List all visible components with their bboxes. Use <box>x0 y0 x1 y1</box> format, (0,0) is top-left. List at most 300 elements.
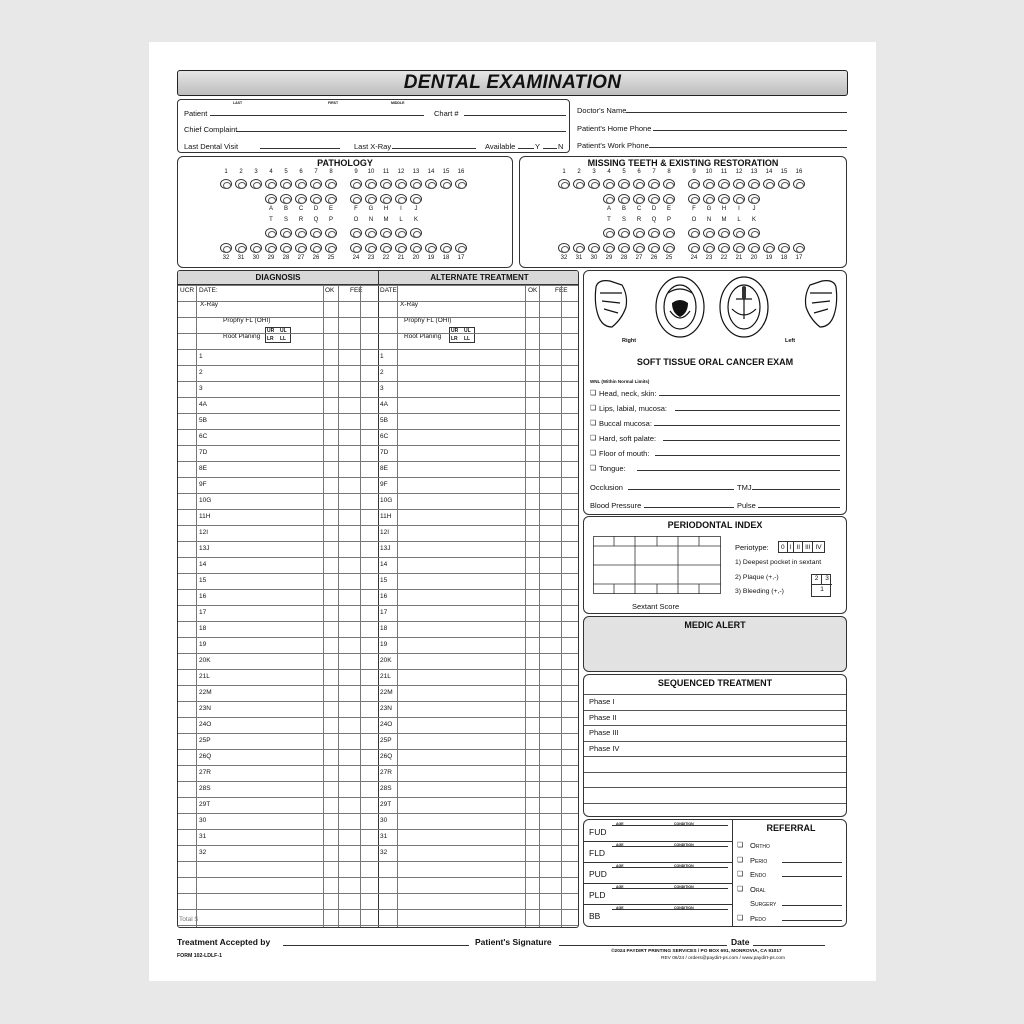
tooth-icon[interactable] <box>265 243 277 253</box>
table-row[interactable] <box>178 893 579 894</box>
table-row[interactable] <box>178 333 579 334</box>
diagnosis-tooth-label: 24O <box>199 721 212 728</box>
tooth-number: 18 <box>442 255 450 261</box>
ll-label: LL <box>280 336 287 342</box>
tooth-icon[interactable] <box>310 179 322 189</box>
tooth-number: 1 <box>224 169 228 175</box>
tooth-number: 4 <box>269 169 273 175</box>
alternate-date-header: DATE: <box>380 287 399 294</box>
tooth-icon[interactable] <box>558 243 570 253</box>
primary-tooth-icon[interactable] <box>310 228 322 238</box>
primary-tooth-icon[interactable] <box>633 194 645 204</box>
phase-row[interactable] <box>584 710 847 711</box>
available-n-field[interactable] <box>543 148 557 149</box>
alternate-tooth-label: 14 <box>380 561 388 568</box>
tooth-icon[interactable] <box>410 243 422 253</box>
tooth-number: 29 <box>605 255 613 261</box>
medic-alert-title: MEDIC ALERT <box>684 620 746 630</box>
tooth-icon[interactable] <box>325 243 337 253</box>
tooth-icon[interactable] <box>395 179 407 189</box>
referral-checkbox[interactable]: ❏ <box>737 885 744 893</box>
alternate-tooth-label: 9F <box>380 481 388 488</box>
table-row[interactable] <box>178 765 579 766</box>
tooth-icon[interactable] <box>455 243 467 253</box>
referral-checkbox[interactable]: ❏ <box>737 842 744 849</box>
primary-tooth-icon[interactable] <box>295 194 307 204</box>
tooth-icon[interactable] <box>295 179 307 189</box>
tooth-number: 5 <box>622 169 626 175</box>
tooth-number: 25 <box>327 255 335 261</box>
table-row[interactable] <box>178 909 579 910</box>
tooth-number: 1 <box>562 169 566 175</box>
alternate-xray: X-Ray <box>400 301 419 308</box>
table-row[interactable] <box>178 685 579 686</box>
table-row[interactable] <box>178 461 579 462</box>
tooth-icon[interactable] <box>573 179 585 189</box>
tooth-number: 10 <box>705 169 713 175</box>
table-row[interactable] <box>178 781 579 782</box>
table-column-line <box>323 285 324 928</box>
chart-number-field[interactable] <box>464 115 566 116</box>
referral-checkbox[interactable]: ❏ <box>737 871 744 878</box>
total-label: Total $ <box>179 916 199 923</box>
diagnosis-tooth-label: 31 <box>199 833 207 840</box>
primary-tooth-letter: R <box>298 217 304 223</box>
table-row[interactable] <box>178 653 579 654</box>
primary-tooth-icon[interactable] <box>718 228 730 238</box>
alternate-tooth-label: 6C <box>380 433 389 440</box>
exam-item-field[interactable] <box>637 470 840 471</box>
alternate-treatment-title: ALTERNATE TREATMENT <box>379 271 579 285</box>
tooth-icon[interactable] <box>235 243 247 253</box>
child-row-field[interactable] <box>612 888 728 889</box>
periotype-option[interactable]: II <box>793 542 802 552</box>
table-row[interactable] <box>178 285 579 286</box>
tooth-icon[interactable] <box>310 243 322 253</box>
alternate-tooth-label: 16 <box>380 593 388 600</box>
primary-tooth-icon[interactable] <box>265 194 277 204</box>
primary-tooth-icon[interactable] <box>280 228 292 238</box>
tooth-number: 17 <box>457 255 465 261</box>
primary-tooth-icon[interactable] <box>733 228 745 238</box>
diagnosis-tooth-label: 28S <box>199 785 211 792</box>
primary-tooth-letter: D <box>651 206 657 212</box>
phase-row[interactable] <box>584 756 847 757</box>
table-column-line <box>338 285 339 928</box>
exam-item-field[interactable] <box>654 425 840 426</box>
primary-tooth-icon[interactable] <box>733 194 745 204</box>
exam-item-field[interactable] <box>675 410 840 411</box>
tooth-number: 7 <box>652 169 656 175</box>
tooth-icon[interactable] <box>588 179 600 189</box>
primary-tooth-icon[interactable] <box>410 194 422 204</box>
tooth-icon[interactable] <box>365 243 377 253</box>
primary-tooth-letter: T <box>607 217 611 223</box>
alternate-tooth-label: 2 <box>380 369 384 376</box>
occlusion-field[interactable] <box>628 489 734 490</box>
table-row[interactable] <box>178 445 579 446</box>
blood-pressure-field[interactable] <box>644 507 734 508</box>
diagnosis-tooth-label: 1 <box>199 353 203 360</box>
primary-tooth-letter: P <box>328 217 333 223</box>
diagnosis-tooth-label: 9F <box>199 481 207 488</box>
table-row[interactable] <box>178 429 579 430</box>
tooth-icon[interactable] <box>380 179 392 189</box>
doctors-name-field[interactable] <box>626 112 847 113</box>
tooth-icon[interactable] <box>733 179 745 189</box>
age-caption: AGE <box>616 885 624 889</box>
child-row-label: PLD <box>589 890 606 900</box>
tooth-icon[interactable] <box>250 243 262 253</box>
wnl-checkbox[interactable]: ❏ <box>590 420 597 427</box>
alternate-quadrant-box[interactable] <box>449 327 475 343</box>
primary-tooth-letter: L <box>399 217 403 223</box>
age-caption: AGE <box>616 822 624 826</box>
available-y-field[interactable] <box>518 148 534 149</box>
table-row[interactable] <box>178 733 579 734</box>
table-row[interactable] <box>178 557 579 558</box>
mouth-diagrams <box>592 275 840 339</box>
tooth-icon[interactable] <box>733 243 745 253</box>
primary-tooth-icon[interactable] <box>618 194 630 204</box>
phase-row[interactable] <box>584 741 847 742</box>
primary-tooth-icon[interactable] <box>663 228 675 238</box>
primary-tooth-letter: R <box>636 217 642 223</box>
table-column-line <box>539 285 540 928</box>
tooth-number: 13 <box>412 169 420 175</box>
primary-tooth-icon[interactable] <box>310 194 322 204</box>
tooth-icon[interactable] <box>688 179 700 189</box>
tooth-icon[interactable] <box>425 179 437 189</box>
table-row[interactable] <box>178 349 579 350</box>
tooth-number: 19 <box>427 255 435 261</box>
alternate-tooth-label: 5B <box>380 417 388 424</box>
primary-tooth-icon[interactable] <box>603 228 615 238</box>
child-row-field[interactable] <box>612 846 728 847</box>
table-row[interactable] <box>178 861 579 862</box>
tooth-icon[interactable] <box>220 179 232 189</box>
tooth-icon[interactable] <box>425 243 437 253</box>
table-row[interactable] <box>178 525 579 526</box>
primary-tooth-icon[interactable] <box>280 194 292 204</box>
phase-row[interactable] <box>584 694 847 695</box>
tooth-number: 3 <box>592 169 596 175</box>
tooth-icon[interactable] <box>325 179 337 189</box>
copyright: ©2024 PAYDIRT PRINTING SERVICES / PO BOX 691, MONROVIA, CA 91017 <box>611 949 782 954</box>
tooth-icon[interactable] <box>648 243 660 253</box>
tooth-icon[interactable] <box>558 179 570 189</box>
table-row[interactable] <box>178 829 579 830</box>
tooth-icon[interactable] <box>688 243 700 253</box>
primary-tooth-icon[interactable] <box>603 194 615 204</box>
medic-alert-box[interactable] <box>583 616 847 672</box>
alternate-tooth-label: 26Q <box>380 753 393 760</box>
tooth-icon[interactable] <box>793 179 805 189</box>
primary-tooth-icon[interactable] <box>663 194 675 204</box>
phase-row[interactable] <box>584 725 847 726</box>
child-referral-divider <box>732 820 733 927</box>
table-row[interactable] <box>178 605 579 606</box>
primary-tooth-letter: H <box>383 206 389 212</box>
primary-tooth-icon[interactable] <box>633 228 645 238</box>
tooth-icon[interactable] <box>618 243 630 253</box>
left-label: Left <box>785 338 796 344</box>
primary-tooth-icon[interactable] <box>748 194 760 204</box>
condition-caption: CONDITION <box>674 822 694 826</box>
wnl-note: WNL (Within Normal Limits) <box>590 379 650 384</box>
tooth-number: 29 <box>267 255 275 261</box>
tooth-icon[interactable] <box>395 243 407 253</box>
tooth-number: 5 <box>284 169 288 175</box>
tooth-icon[interactable] <box>763 243 775 253</box>
tooth-number: 18 <box>780 255 788 261</box>
table-row[interactable] <box>178 493 579 494</box>
date-field[interactable] <box>753 945 825 946</box>
wnl-checkbox[interactable]: ❏ <box>590 390 597 397</box>
tooth-icon[interactable] <box>220 243 232 253</box>
child-row-field[interactable] <box>612 867 728 868</box>
home-phone-field[interactable] <box>653 130 847 131</box>
phase-row[interactable] <box>584 787 847 788</box>
diagnosis-quadrant-box[interactable] <box>265 327 291 343</box>
table-row[interactable] <box>178 621 579 622</box>
phase-row[interactable] <box>584 772 847 773</box>
tooth-icon[interactable] <box>748 243 760 253</box>
table-row[interactable] <box>178 589 579 590</box>
tooth-icon[interactable] <box>663 243 675 253</box>
blood-pressure-label: Blood Pressure <box>590 501 642 510</box>
table-row[interactable] <box>178 301 579 302</box>
primary-tooth-icon[interactable] <box>703 228 715 238</box>
tmj-field[interactable] <box>752 489 840 490</box>
periotype-option[interactable]: I <box>787 542 794 552</box>
child-row-line <box>584 862 732 863</box>
alternate-tooth-label: 27R <box>380 769 392 776</box>
tooth-number: 21 <box>397 255 405 261</box>
diagnosis-title: DIAGNOSIS <box>178 271 378 285</box>
table-row[interactable] <box>178 749 579 750</box>
oral-exam-title: SOFT TISSUE ORAL CANCER EXAM <box>636 357 794 367</box>
alternate-tooth-label: 24O <box>380 721 393 728</box>
tooth-icon[interactable] <box>793 243 805 253</box>
primary-tooth-icon[interactable] <box>380 194 392 204</box>
tooth-icon[interactable] <box>603 243 615 253</box>
exam-item-field[interactable] <box>659 395 840 396</box>
tooth-icon[interactable] <box>350 243 362 253</box>
table-row[interactable] <box>178 717 579 718</box>
table-row[interactable] <box>178 813 579 814</box>
primary-tooth-icon[interactable] <box>365 228 377 238</box>
primary-tooth-icon[interactable] <box>325 228 337 238</box>
treatment-accepted-field[interactable] <box>283 945 469 946</box>
referral-field[interactable] <box>782 920 842 921</box>
tooth-icon[interactable] <box>718 243 730 253</box>
wnl-checkbox[interactable]: ❏ <box>590 405 597 412</box>
sextant-grid[interactable] <box>593 536 721 594</box>
primary-tooth-icon[interactable] <box>365 194 377 204</box>
diagnosis-root-planing: Root Planing <box>223 333 261 340</box>
periotype-options <box>778 541 825 553</box>
primary-tooth-icon[interactable] <box>350 194 362 204</box>
table-row[interactable] <box>178 541 579 542</box>
primary-tooth-icon[interactable] <box>748 228 760 238</box>
patient-name-field[interactable] <box>210 115 424 116</box>
tooth-number: 24 <box>352 255 360 261</box>
tooth-icon[interactable] <box>633 179 645 189</box>
referral-field[interactable] <box>782 905 842 906</box>
periotype-option[interactable]: III <box>802 542 812 552</box>
primary-tooth-icon[interactable] <box>380 228 392 238</box>
tooth-number: 30 <box>252 255 260 261</box>
tooth-icon[interactable] <box>763 179 775 189</box>
primary-tooth-letter: L <box>737 217 741 223</box>
tooth-number: 11 <box>720 169 728 175</box>
primary-tooth-icon[interactable] <box>688 228 700 238</box>
child-row-field[interactable] <box>612 909 728 910</box>
tooth-icon[interactable] <box>618 179 630 189</box>
primary-tooth-icon[interactable] <box>325 194 337 204</box>
child-row-line <box>584 883 732 884</box>
alternate-tooth-label: 1 <box>380 353 384 360</box>
primary-tooth-letter: O <box>691 217 697 223</box>
table-row[interactable] <box>178 477 579 478</box>
primary-tooth-icon[interactable] <box>395 228 407 238</box>
diagnosis-tooth-label: 6C <box>199 433 208 440</box>
referral-field[interactable] <box>782 876 842 877</box>
exam-item-field[interactable] <box>655 455 840 456</box>
table-row[interactable] <box>178 925 579 926</box>
table-row[interactable] <box>178 413 579 414</box>
tooth-icon[interactable] <box>250 179 262 189</box>
primary-tooth-icon[interactable] <box>295 228 307 238</box>
primary-tooth-icon[interactable] <box>395 194 407 204</box>
key-1: 1 <box>820 586 824 593</box>
form-title: DENTAL EXAMINATION <box>177 70 848 96</box>
tooth-icon[interactable] <box>603 179 615 189</box>
tooth-icon[interactable] <box>573 243 585 253</box>
table-row[interactable] <box>178 701 579 702</box>
primary-tooth-icon[interactable] <box>718 194 730 204</box>
tooth-icon[interactable] <box>440 179 452 189</box>
tooth-icon[interactable] <box>748 179 760 189</box>
last-dental-visit-field[interactable] <box>260 148 340 149</box>
table-row[interactable] <box>178 317 579 318</box>
treatment-accepted-label: Treatment Accepted by <box>177 937 271 947</box>
treatment-table <box>177 270 579 928</box>
primary-tooth-letter: F <box>692 206 696 212</box>
tooth-icon[interactable] <box>778 243 790 253</box>
age-caption: AGE <box>616 843 624 847</box>
primary-tooth-icon[interactable] <box>410 228 422 238</box>
tooth-number: 12 <box>735 169 743 175</box>
table-row[interactable] <box>178 797 579 798</box>
primary-tooth-letter: K <box>413 217 418 223</box>
phase-row[interactable] <box>584 803 847 804</box>
tooth-icon[interactable] <box>703 243 715 253</box>
tooth-number: 27 <box>297 255 305 261</box>
chief-complaint-field[interactable] <box>236 131 566 132</box>
tooth-icon[interactable] <box>455 179 467 189</box>
table-row[interactable] <box>178 397 579 398</box>
tooth-icon[interactable] <box>703 179 715 189</box>
primary-tooth-icon[interactable] <box>648 228 660 238</box>
primary-tooth-letter: I <box>738 206 740 212</box>
primary-tooth-icon[interactable] <box>703 194 715 204</box>
referral-field[interactable] <box>782 862 842 863</box>
primary-tooth-icon[interactable] <box>618 228 630 238</box>
sequenced-treatment-box <box>583 674 847 817</box>
tooth-number: 2 <box>239 169 243 175</box>
wnl-checkbox[interactable]: ❏ <box>590 465 597 472</box>
periotype-option[interactable]: 0 <box>781 544 785 551</box>
tooth-icon[interactable] <box>295 243 307 253</box>
tooth-icon[interactable] <box>380 243 392 253</box>
tooth-icon[interactable] <box>718 179 730 189</box>
tooth-icon[interactable] <box>280 243 292 253</box>
tooth-icon[interactable] <box>350 179 362 189</box>
periodontal-index-title: PERIODONTAL INDEX <box>667 520 763 530</box>
tooth-icon[interactable] <box>265 179 277 189</box>
exam-item-field[interactable] <box>663 440 840 441</box>
tooth-number: 10 <box>367 169 375 175</box>
periodontal-index-box <box>583 516 847 614</box>
tooth-icon[interactable] <box>588 243 600 253</box>
tooth-icon[interactable] <box>663 179 675 189</box>
table-row[interactable] <box>178 877 579 878</box>
tooth-icon[interactable] <box>365 179 377 189</box>
referral-checkbox[interactable]: ❏ <box>737 856 744 864</box>
exam-item-label: Head, neck, skin: <box>599 389 657 398</box>
diagnosis-tooth-label: 11H <box>199 513 211 520</box>
primary-tooth-letter: T <box>269 217 273 223</box>
last-xray-field[interactable] <box>392 148 476 149</box>
child-row-field[interactable] <box>612 825 728 826</box>
tooth-number: 16 <box>457 169 465 175</box>
wnl-checkbox[interactable]: ❏ <box>590 450 597 457</box>
tooth-icon[interactable] <box>648 179 660 189</box>
table-row[interactable] <box>178 845 579 846</box>
wnl-checkbox[interactable]: ❏ <box>590 435 597 442</box>
periotype-option[interactable]: IV <box>812 542 823 552</box>
tooth-icon[interactable] <box>778 179 790 189</box>
tooth-icon[interactable] <box>410 179 422 189</box>
pulse-field[interactable] <box>758 507 840 508</box>
table-row[interactable] <box>178 365 579 366</box>
patient-signature-field[interactable] <box>559 945 727 946</box>
tmj-label: TMJ <box>737 483 752 492</box>
primary-tooth-icon[interactable] <box>350 228 362 238</box>
form-number: FORM 102-LDLF-1 <box>177 953 222 959</box>
primary-tooth-icon[interactable] <box>688 194 700 204</box>
referral-checkbox[interactable]: ❏ <box>737 914 744 922</box>
ll-label: LL <box>464 336 471 342</box>
tooth-icon[interactable] <box>235 179 247 189</box>
diagnosis-tooth-label: 22M <box>199 689 212 696</box>
primary-tooth-icon[interactable] <box>265 228 277 238</box>
tooth-icon[interactable] <box>280 179 292 189</box>
primary-tooth-letter: J <box>414 206 418 212</box>
primary-tooth-icon[interactable] <box>648 194 660 204</box>
table-row[interactable] <box>178 573 579 574</box>
table-row[interactable] <box>178 381 579 382</box>
table-row[interactable] <box>178 637 579 638</box>
table-row[interactable] <box>178 669 579 670</box>
key-2: 2 <box>812 575 822 585</box>
tooth-icon[interactable] <box>440 243 452 253</box>
table-row[interactable] <box>178 509 579 510</box>
work-phone-field[interactable] <box>649 147 847 148</box>
tooth-icon[interactable] <box>633 243 645 253</box>
